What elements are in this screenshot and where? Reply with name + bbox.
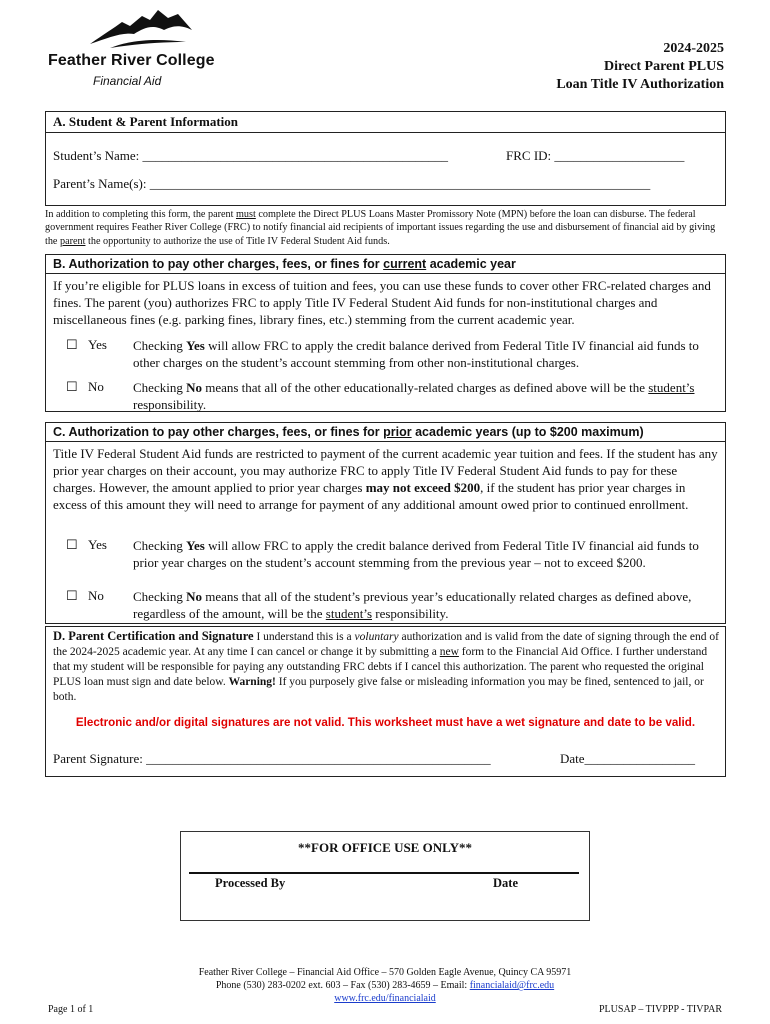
- footer: [0, 966, 770, 1005]
- section-d: [45, 626, 726, 777]
- college-department: Financial Aid: [93, 74, 162, 88]
- footer-contact: Phone (530) 283-0202 ext. 603 – Fax (530) 283-4659 – Email: financialaid@frc.edu: [215, 980, 555, 991]
- intro-paragraph: In addition to completing this form, the parent must complete the Direct PLUS Loans Master Promissory Note (MPN) before the loan can disburse. The federal government requires Feather River College (FRC) to notify financial aid recipients of important issues regarding the use and disbursement of financial aid by giving the parent the opportunity to authorize the use of Title IV Federal Student Aid funds.: [45, 209, 716, 247]
- parent-name-field[interactable]: Parent’s Name(s): _____________________________________________________________________________: [53, 176, 651, 191]
- form-title-year: 2024-2025: [663, 41, 724, 56]
- form-title-loan: Direct Parent PLUS: [603, 59, 724, 74]
- signature-date-field[interactable]: Date_________________: [560, 751, 696, 766]
- section-a-heading: A. Student & Parent Information: [46, 112, 725, 133]
- frc-id-field[interactable]: FRC ID: ____________________: [506, 148, 685, 163]
- email-link[interactable]: financialaid@frc.edu: [469, 980, 555, 991]
- college-logo: [48, 8, 218, 88]
- section-c-paragraph: Title IV Federal Student Aid funds are restricted to payment of the current academic year tuition and fees. If the student has any prior year charges on their account, you may authorize FRC to apply Title IV Federal Student Aid funds to pay for these charges. However, the amount applied to prior year charges may not exceed $200, if the student has prior year charges in excess of this amount they will need to arrange for payment of any additional amount owed prior to continued enrollment.: [53, 446, 718, 512]
- office-use-title: **FOR OFFICE USE ONLY**: [298, 840, 472, 855]
- section-c-heading: C. Authorization to pay other charges, fees, or fines for prior academic years (up to $200 maximum): [46, 423, 725, 442]
- section-b-yes-description: Checking Yes will allow FRC to apply the credit balance derived from Federal Title IV financial aid funds to other charges on the student’s account stemming from other non-institutional charges.: [133, 338, 699, 370]
- section-d-heading: D. Parent Certification and Signature: [53, 629, 254, 643]
- student-name-field[interactable]: Student’s Name: _______________________________________________: [53, 148, 449, 163]
- section-b-no-description: Checking No means that all of the other educationally-related charges as defined above will be the student’s responsibility.: [133, 380, 695, 412]
- processed-by-label: Processed By: [215, 876, 286, 890]
- section-a: [45, 111, 726, 206]
- page-number: Page 1 of 1: [48, 1004, 94, 1015]
- section-c-no-label: No: [88, 588, 104, 603]
- wet-signature-warning: Electronic and/or digital signatures are not valid. This worksheet must have a wet signature and date to be valid.: [75, 716, 696, 729]
- section-c-no-checkbox[interactable]: ☐: [66, 588, 78, 603]
- office-date-label: Date: [493, 876, 518, 890]
- certification-text: D. Parent Certification and Signature I understand this is a voluntary authorization and is valid from the date of signing through the end of the 2024-2025 academic year. At any time I can cancel or change it by submitting a new form to the Financial Aid Office. I further understand that my student will be responsible for paying any outstanding FRC debts if I cancel this authorization. The parent who requested the original PLUS loan must sign and date below. Warning! If you purposely give false or misleading information you may be fined, sentenced to jail, or both.: [53, 629, 719, 703]
- mountain-logo-icon: [86, 8, 196, 52]
- footer-address: Feather River College – Financial Aid Office – 570 Golden Eagle Avenue, Quincy CA 95971: [198, 967, 572, 978]
- section-c-yes-label: Yes: [88, 537, 107, 552]
- parent-signature-field[interactable]: Parent Signature: _____________________________________________________: [53, 751, 491, 766]
- office-use-divider: [189, 872, 579, 874]
- section-b: [45, 254, 726, 412]
- section-b-no-label: No: [88, 379, 104, 394]
- form-code: PLUSAP – TIVPPP - TIVPAR: [598, 1004, 722, 1015]
- section-b-heading: B. Authorization to pay other charges, fees, or fines for current academic year: [46, 255, 725, 274]
- form-title-name: Loan Title IV Authorization: [556, 77, 724, 92]
- section-b-paragraph: If you’re eligible for PLUS loans in excess of tuition and fees, you can use these funds to cover other FRC-related charges and fines. The parent (you) authorizes FRC to apply Title IV Federal Student Aid funds for non-institutional charges and miscellaneous fines (e.g. parking fines, library fines, etc.) stemming from the current academic year.: [53, 278, 711, 327]
- section-c-yes-description: Checking Yes will allow FRC to apply the credit balance derived from Federal Title IV financial aid funds to prior year charges on the student’s account stemming from the previous year – not to exceed $200.: [133, 538, 699, 570]
- college-name: Feather River College: [48, 52, 215, 69]
- office-use-box: [180, 831, 590, 921]
- section-c-no-description: Checking No means that all of the student’s previous year’s educationally related charges as defined above, regardless of the amount, will be the student’s responsibility.: [133, 589, 692, 621]
- section-c: [45, 422, 726, 624]
- section-b-no-checkbox[interactable]: ☐: [66, 379, 78, 394]
- website-link[interactable]: www.frc.edu/financialaid: [334, 993, 436, 1004]
- form-title: [556, 40, 724, 94]
- section-c-yes-checkbox[interactable]: ☐: [66, 537, 78, 552]
- section-b-yes-label: Yes: [88, 337, 107, 352]
- section-b-yes-checkbox[interactable]: ☐: [66, 337, 78, 352]
